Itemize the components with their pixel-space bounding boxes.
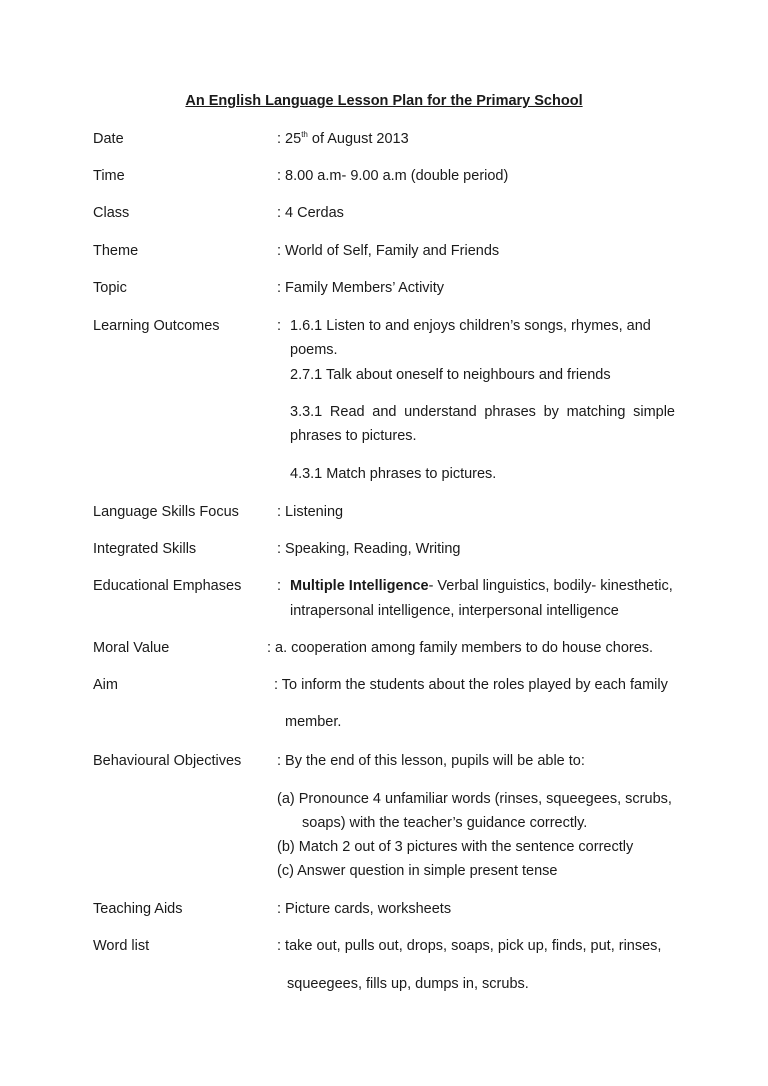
outcome-3-line-1: 3.3.1 Read and understand phrases by matching simple xyxy=(290,404,675,420)
objective-a-line-1: (a) Pronounce 4 unfamiliar words (rinses, squeegees, scrubs, xyxy=(277,791,672,807)
educational-emphases-colon: : xyxy=(277,578,282,594)
integrated-skills-value: : Speaking, Reading, Writing xyxy=(277,541,461,557)
moral-value-label: Moral Value xyxy=(93,640,170,656)
multiple-intelligence-bold: Multiple Intelligence xyxy=(290,578,429,594)
behavioural-objectives-intro: : By the end of this lesson, pupils will be able to: xyxy=(277,753,585,769)
educational-emphases-line-1: Multiple Intelligence- Verbal linguistics, bodily- kinesthetic, xyxy=(290,578,673,594)
outcome-4: 4.3.1 Match phrases to pictures. xyxy=(290,466,497,482)
objective-a-line-2: soaps) with the teacher’s guidance correctly. xyxy=(302,815,588,831)
behavioural-objectives-label: Behavioural Objectives xyxy=(93,753,242,769)
outcome-1-line-1: 1.6.1 Listen to and enjoys children’s songs, rhymes, and xyxy=(290,318,651,334)
learning-outcomes-colon: : xyxy=(277,318,282,334)
language-skills-label: Language Skills Focus xyxy=(93,504,239,520)
date-label: Date xyxy=(93,131,124,147)
aim-label: Aim xyxy=(93,677,118,693)
aim-line-1: : To inform the students about the roles played by each family xyxy=(274,677,668,693)
teaching-aids-label: Teaching Aids xyxy=(93,901,183,917)
class-label: Class xyxy=(93,205,130,221)
teaching-aids-value: : Picture cards, worksheets xyxy=(277,901,452,917)
word-list-label: Word list xyxy=(93,938,150,954)
learning-outcomes-label: Learning Outcomes xyxy=(93,318,220,334)
document-title: An English Language Lesson Plan for the Primary School xyxy=(185,93,583,109)
word-list-line-2: squeegees, fills up, dumps in, scrubs. xyxy=(287,976,529,992)
language-skills-value: : Listening xyxy=(277,504,344,520)
objective-b: (b) Match 2 out of 3 pictures with the sentence correctly xyxy=(277,839,634,855)
topic-label: Topic xyxy=(93,280,127,296)
moral-value-value: : a. cooperation among family members to do house chores. xyxy=(267,640,654,656)
topic-value: : Family Members’ Activity xyxy=(277,280,445,296)
time-label: Time xyxy=(93,168,125,184)
theme-label: Theme xyxy=(93,243,139,259)
outcome-2: 2.7.1 Talk about oneself to neighbours and friends xyxy=(290,367,611,383)
aim-line-2: member. xyxy=(285,714,342,730)
class-value: : 4 Cerdas xyxy=(277,205,344,221)
outcome-3-line-2: phrases to pictures. xyxy=(290,428,417,444)
educational-emphases-line-2: intrapersonal intelligence, interpersonal intelligence xyxy=(290,603,619,619)
outcome-1-line-2: poems. xyxy=(290,342,338,358)
educational-emphases-label: Educational Emphases xyxy=(93,578,242,594)
time-value: : 8.00 a.m- 9.00 a.m (double period) xyxy=(277,168,509,184)
objective-c: (c) Answer question in simple present tense xyxy=(277,863,558,879)
theme-value: : World of Self, Family and Friends xyxy=(277,243,500,259)
word-list-line-1: : take out, pulls out, drops, soaps, pick up, finds, put, rinses, xyxy=(277,938,662,954)
integrated-skills-label: Integrated Skills xyxy=(93,541,197,557)
date-value: : 25th of August 2013 xyxy=(277,130,409,147)
